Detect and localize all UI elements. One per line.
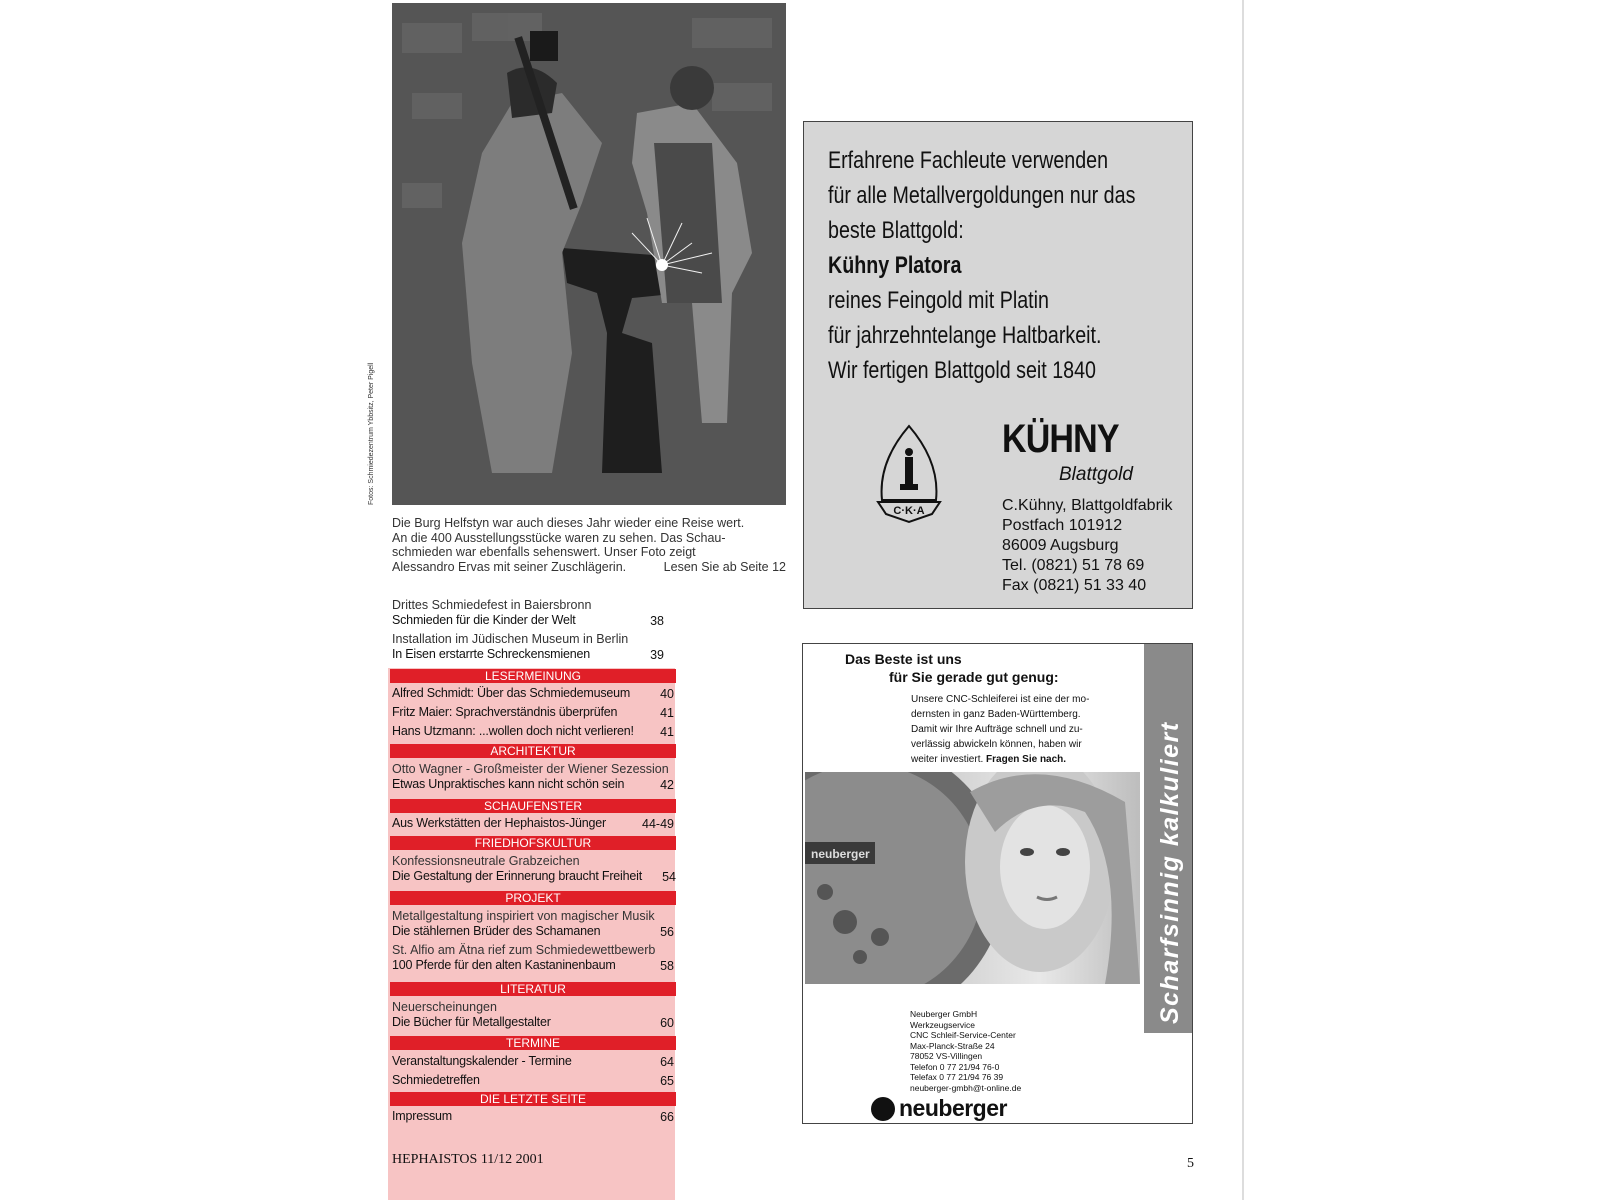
page-edge	[1242, 0, 1244, 1200]
ad-line: Erfahrene Fachleute verwenden	[828, 147, 1109, 174]
ad-body	[911, 692, 1121, 767]
toc-item-title: Die Bücher für Metallgestalter	[392, 1015, 551, 1029]
address-line: Postfach 101912	[1002, 517, 1123, 534]
toc-item-title: Hans Utzmann: ...wollen doch nicht verlieren!	[392, 724, 634, 738]
address-line: C.Kühny, Blattgoldfabrik	[1002, 497, 1173, 514]
ad-product-name: Kühny Platora	[828, 252, 962, 279]
ad-body-line: Damit wir Ihre Aufträge schnell und zu-	[911, 724, 1083, 735]
address-line: CNC Schleif-Service-Center	[910, 1030, 1016, 1040]
ad-body-line: dernsten in ganz Baden-Württemberg.	[911, 709, 1081, 720]
toc-item-title: Die Gestaltung der Erinnerung braucht Freiheit	[392, 869, 642, 883]
toc-item-kicker: Installation im Jüdischen Museum in Berlin	[392, 632, 629, 646]
photo-credit: Fotos: Schmiedezentrum Ybbsitz, Peter Pigell	[368, 362, 375, 505]
address-line: Max-Planck-Straße 24	[910, 1040, 995, 1051]
ad-line: beste Blattgold:	[828, 217, 964, 244]
kuehny-address	[1002, 496, 1172, 596]
toc-item[interactable]	[392, 1073, 674, 1088]
address-line: Telefon 0 77 21/94 76-0	[910, 1061, 1000, 1072]
toc-item[interactable]	[392, 854, 674, 884]
toc-item-page: 66	[660, 1110, 674, 1124]
woman-saw-blade-photo	[805, 772, 1140, 984]
neuberger-logo-text: neuberger	[899, 1095, 1007, 1121]
section-bar-friedhofskultur: FRIEDHOFSKULTUR	[390, 836, 676, 850]
ad-line: reines Feingold mit Platin	[828, 287, 1049, 314]
toc-item-kicker: Otto Wagner - Großmeister der Wiener Sezession	[392, 762, 669, 776]
address-line: Fax (0821) 51 33 40	[1002, 577, 1147, 594]
section-bar-termine: TERMINE	[390, 1036, 676, 1050]
toc-item-title: Fritz Maier: Sprachverständnis überprüfen	[392, 705, 618, 719]
caption-line: schmieden war ebenfalls sehenswert. Unser Foto zeigt	[392, 545, 696, 559]
toc-item-page: 39	[650, 648, 664, 662]
kuehny-brand-sub: Blattgold	[1059, 464, 1133, 485]
neuberger-address	[910, 1009, 1021, 1093]
caption-line: An die 400 Ausstellungsstücke waren zu sehen. Das Schau-	[392, 530, 726, 545]
toc-item-page: 58	[660, 959, 674, 973]
toc-item-kicker: Neuerscheinungen	[392, 1000, 497, 1014]
caption-line: Die Burg Helfstyn war auch dieses Jahr wieder eine Reise wert.	[392, 516, 745, 530]
address-line: 78052 VS-Villingen	[910, 1051, 983, 1061]
section-bar-literatur: LITERATUR	[390, 982, 676, 996]
toc-item-title: Impressum	[392, 1109, 453, 1123]
toc-item-page: 44-49	[642, 817, 674, 831]
toc-item-page: 42	[660, 778, 674, 792]
ad-line: für alle Metallvergoldungen nur das	[828, 182, 1136, 209]
toc-item-title: Schmieden für die Kinder der Welt	[392, 613, 576, 627]
ad-body-line: verlässig abwickeln können, haben wir	[911, 739, 1082, 750]
neuberger-logo	[871, 1095, 1007, 1122]
section-bar-architektur: ARCHITEKTUR	[390, 744, 676, 758]
neuberger-logo-icon	[871, 1097, 895, 1121]
stripe-banner	[1144, 644, 1192, 1033]
toc-item-page: 56	[660, 925, 674, 939]
toc-item-page: 54	[662, 870, 676, 884]
address-line: Neuberger GmbH	[910, 1009, 978, 1019]
toc-item-page: 41	[660, 725, 674, 739]
toc-item[interactable]	[392, 762, 674, 792]
toc-item-kicker: Drittes Schmiedefest in Baiersbronn	[392, 598, 592, 612]
toc-item[interactable]	[392, 686, 674, 701]
blacksmith-photo	[392, 3, 786, 505]
cka-emblem-icon	[874, 422, 944, 532]
toc-item[interactable]	[392, 598, 674, 628]
read-on-link[interactable]: Lesen Sie ab Seite 12	[663, 559, 786, 574]
kuehny-ad	[803, 121, 1193, 609]
toc-item[interactable]	[392, 724, 674, 739]
toc-item[interactable]	[392, 909, 674, 939]
ad-body-line: Unsere CNC-Schleiferei ist eine der mo-	[911, 694, 1090, 705]
toc-item-title: Aus Werkstätten der Hephaistos-Jünger	[392, 816, 607, 830]
address-line: Tel. (0821) 51 78 69	[1002, 557, 1145, 574]
address-line: Telefax 0 77 21/94 76 39	[910, 1072, 1004, 1082]
toc-item-title: In Eisen erstarrte Schreckensmienen	[392, 647, 590, 661]
toc-item-page: 64	[660, 1055, 674, 1069]
toc-item-page: 40	[660, 687, 674, 701]
toc-item[interactable]	[392, 1054, 674, 1069]
toc-item-kicker: Konfessionsneutrale Grabzeichen	[392, 854, 580, 868]
address-line: neuberger-gmbh@t-online.de	[910, 1082, 1022, 1093]
toc-item-page: 60	[660, 1016, 674, 1030]
ad-body-line: weiter investiert.	[911, 754, 984, 765]
stripe-slogan: Scharfsinnig kalkuliert	[1156, 721, 1184, 1024]
section-bar-die-letzte-seite: DIE LETZTE SEITE	[390, 1092, 676, 1106]
ad-line: für jahrzehntelange Haltbarkeit.	[828, 322, 1102, 349]
toc-item-title: Veranstaltungskalender - Termine	[392, 1054, 572, 1068]
section-bar-lesermeinung: LESERMEINUNG	[390, 669, 676, 683]
address-line: 86009 Augsburg	[1002, 537, 1119, 554]
toc-item-page: 38	[650, 614, 664, 628]
toc-item-page: 41	[660, 706, 674, 720]
toc-item-page: 65	[660, 1074, 674, 1088]
toc-item[interactable]	[392, 705, 674, 720]
address-line: Werkzeugservice	[910, 1019, 976, 1030]
blade-label: neuberger	[811, 847, 870, 861]
ad-call-to-action: Fragen Sie nach.	[986, 754, 1067, 765]
neuberger-ad	[802, 643, 1193, 1124]
toc-item-title: 100 Pferde für den alten Kastaninenbaum	[392, 958, 616, 972]
toc-item[interactable]	[392, 1000, 674, 1030]
toc-item[interactable]	[392, 943, 674, 973]
toc-item-title: Alfred Schmidt: Über das Schmiedemuseum	[392, 686, 631, 700]
section-bar-projekt: PROJEKT	[390, 891, 676, 905]
caption-line: Alessandro Ervas mit seiner Zuschlägerin.	[392, 559, 627, 574]
page-number: 5	[1187, 1156, 1194, 1171]
magazine-footer: HEPHAISTOS 11/12 2001	[392, 1152, 544, 1167]
toc-item-kicker: St. Alfio am Ätna rief zum Schmiedewettbewerb	[392, 943, 656, 957]
kuehny-brand: KÜHNY	[1002, 417, 1119, 461]
toc-item-kicker: Metallgestaltung inspiriert von magischer Musik	[392, 909, 655, 923]
ad-line: Wir fertigen Blattgold seit 1840	[828, 357, 1097, 384]
toc-item[interactable]	[392, 1109, 674, 1124]
section-bar-schaufenster: SCHAUFENSTER	[390, 799, 676, 813]
ad-headline: Das Beste ist uns	[845, 651, 962, 667]
toc-item[interactable]	[392, 816, 674, 831]
ad-headline: für Sie gerade gut genug:	[889, 669, 1059, 685]
toc-item[interactable]	[392, 632, 674, 662]
photo-caption	[392, 516, 792, 574]
cka-logo-text: C·K·A	[893, 505, 925, 517]
toc-item-title: Schmiedetreffen	[392, 1073, 480, 1087]
toc-item-title: Die stählernen Brüder des Schamanen	[392, 924, 601, 938]
toc-item-title: Etwas Unpraktisches kann nicht schön sein	[392, 777, 625, 791]
